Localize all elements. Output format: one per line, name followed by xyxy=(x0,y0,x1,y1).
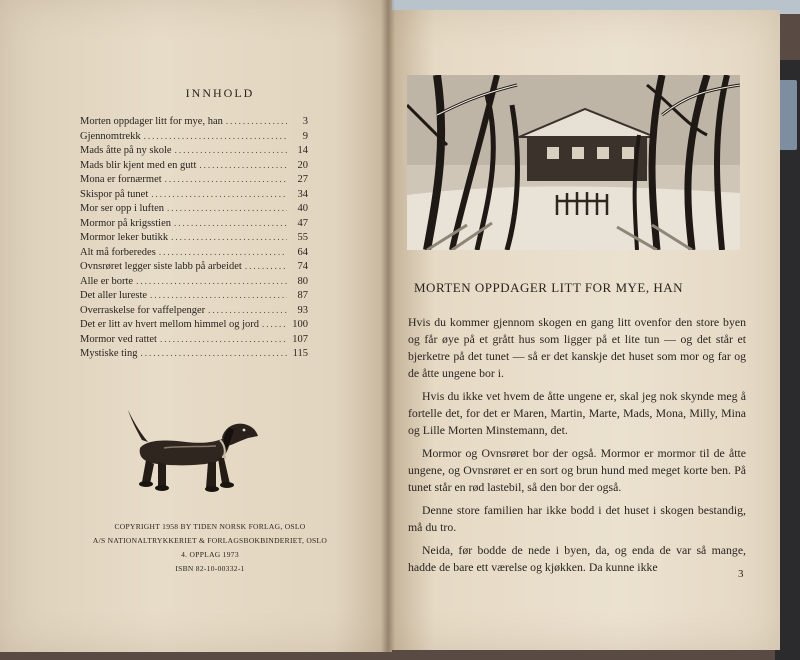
toc-entry xyxy=(80,116,308,131)
copyright-line: COPYRIGHT 1958 BY TIDEN NORSK FORLAG, OSLO xyxy=(114,522,306,531)
toc-entry-page: 27 xyxy=(297,174,308,185)
copyright-block xyxy=(70,520,350,576)
toc-entry-title: Skispor på tunet xyxy=(80,188,149,200)
toc-entry-title: Mormor ved rattet xyxy=(80,333,157,345)
toc-leader-dots xyxy=(262,319,287,329)
toc-entry xyxy=(80,276,308,291)
toc-entry-page: 40 xyxy=(297,203,308,214)
toc-entry-title: Mads blir kjent med en gutt xyxy=(80,159,197,171)
toc-leader-dots xyxy=(226,116,287,126)
toc-leader-dots xyxy=(160,334,287,344)
toc-entry xyxy=(80,218,308,233)
dachshund-illustration xyxy=(124,408,260,503)
toc-entry-page: 64 xyxy=(297,246,308,258)
paragraph: Hvis du kommer gjennom skogen en gang litt ovenfor den store byen og får øye på et grått hus som ligger på et lite tun — og det står et bjerketre på det tunet — så er det kanskje det huset som mor og far og de åtte ungene bor i. xyxy=(408,315,746,380)
toc-entry xyxy=(80,247,308,262)
toc-leader-dots xyxy=(167,203,287,213)
book-gutter xyxy=(381,0,395,652)
toc-entry xyxy=(80,261,308,276)
toc-entry xyxy=(80,348,308,363)
toc-leader-dots xyxy=(165,174,287,184)
toc-entry-title: Mona er fornærmet xyxy=(80,174,162,185)
paragraph: Mormor og Ovnsrøret bor der også. Mormor er mormor til de åtte ungene, og Ovnsrøret er en sort og brun hund med meget korte ben. På tunet står en rød lastebil, så den bor der også. xyxy=(408,446,746,494)
toc-entry-page: 93 xyxy=(297,304,308,316)
toc-leader-dots xyxy=(171,232,287,242)
toc-entry-title: Mor ser opp i luften xyxy=(80,203,164,214)
toc-leader-dots xyxy=(140,348,287,358)
toc-entry-title: Alt må forberedes xyxy=(80,246,156,258)
toc-entry xyxy=(80,145,308,160)
toc-entry xyxy=(80,131,308,146)
toc-entry-title: Mormor leker butikk xyxy=(80,232,169,243)
toc-leader-dots xyxy=(150,290,287,300)
copyright-line: A/S NATIONALTRYKKERIET & FORLAGSBOKBINDERIET, OSLO xyxy=(92,536,328,545)
toc-leader-dots xyxy=(136,276,287,286)
paragraph: Hvis du ikke vet hvem de åtte ungene er, skal jeg nok skynde meg å fortelle det, for det er Maren, Martin, Marte, Mads, Mona, Milly, Mina og Lille Morten Minstemann, det. xyxy=(408,389,746,437)
toc-heading: INNHOLD xyxy=(185,86,255,100)
toc-entry xyxy=(80,334,308,349)
chapter-title: MORTEN OPPDAGER LITT FOR MYE, HAN xyxy=(414,280,683,295)
paragraph: Denne store familien har ikke bodd i det huset i skogen bestandig, må du tro. xyxy=(408,503,746,534)
toc-entry-page: 100 xyxy=(292,319,308,330)
toc-entry-title: Det aller lureste xyxy=(80,290,148,301)
toc-leader-dots xyxy=(159,247,287,257)
copyright-line: ISBN 82-10-00332-1 xyxy=(175,564,245,573)
toc-entry-title: Mormor på krigsstien xyxy=(80,217,171,229)
toc-leader-dots xyxy=(151,189,287,199)
left-page xyxy=(0,0,392,652)
table-of-contents xyxy=(80,116,308,363)
toc-entry-page: 87 xyxy=(297,290,308,301)
toc-leader-dots xyxy=(175,145,287,155)
toc-entry-title: Overraskelse for vaffelpenger xyxy=(80,304,206,316)
toc-entry xyxy=(80,305,308,320)
toc-entry-title: Morten oppdager litt for mye, han xyxy=(80,116,223,127)
toc-entry-title: Mads åtte på ny skole xyxy=(80,145,172,156)
toc-entry-page: 74 xyxy=(297,261,308,272)
toc-entry xyxy=(80,189,308,204)
copyright-line: 4. OPPLAG 1973 xyxy=(181,550,239,559)
toc-entry-page: 107 xyxy=(292,333,308,345)
toc-entry xyxy=(80,290,308,305)
toc-entry-title: Mystiske ting xyxy=(80,348,138,359)
toc-entry xyxy=(80,174,308,189)
toc-entry-title: Gjennomtrekk xyxy=(80,130,141,142)
toc-entry xyxy=(80,319,308,334)
paragraph: Neida, før bodde de nede i byen, da, og enda de var så mange, hadde de bare ett værelse og kjøkken. Da kunne ikke xyxy=(408,543,746,574)
toc-entry-page: 3 xyxy=(302,116,308,127)
toc-entry xyxy=(80,232,308,247)
toc-entry xyxy=(80,203,308,218)
toc-entry-page: 9 xyxy=(302,130,308,142)
toc-entry-title: Alle er borte xyxy=(80,275,134,287)
toc-entry-page: 14 xyxy=(297,145,308,156)
toc-entry-page: 34 xyxy=(297,188,308,200)
toc-leader-dots xyxy=(245,261,287,271)
toc-leader-dots xyxy=(208,305,287,315)
toc-leader-dots xyxy=(174,218,287,228)
toc-entry-page: 20 xyxy=(297,159,308,171)
toc-entry xyxy=(80,160,308,175)
toc-entry-page: 115 xyxy=(292,348,308,359)
toc-entry-page: 55 xyxy=(297,232,308,243)
winter-house-illustration xyxy=(407,75,740,250)
toc-entry-title: Det er litt av hvert mellom himmel og jord xyxy=(80,319,260,330)
toc-entry-title: Ovnsrøret legger siste labb på arbeidet xyxy=(80,261,242,272)
toc-leader-dots xyxy=(144,131,287,141)
toc-leader-dots xyxy=(199,160,287,170)
page-number: 3 xyxy=(738,568,744,580)
chapter-body xyxy=(408,314,746,582)
toc-entry-page: 80 xyxy=(297,275,308,287)
toc-entry-page: 47 xyxy=(297,217,308,229)
